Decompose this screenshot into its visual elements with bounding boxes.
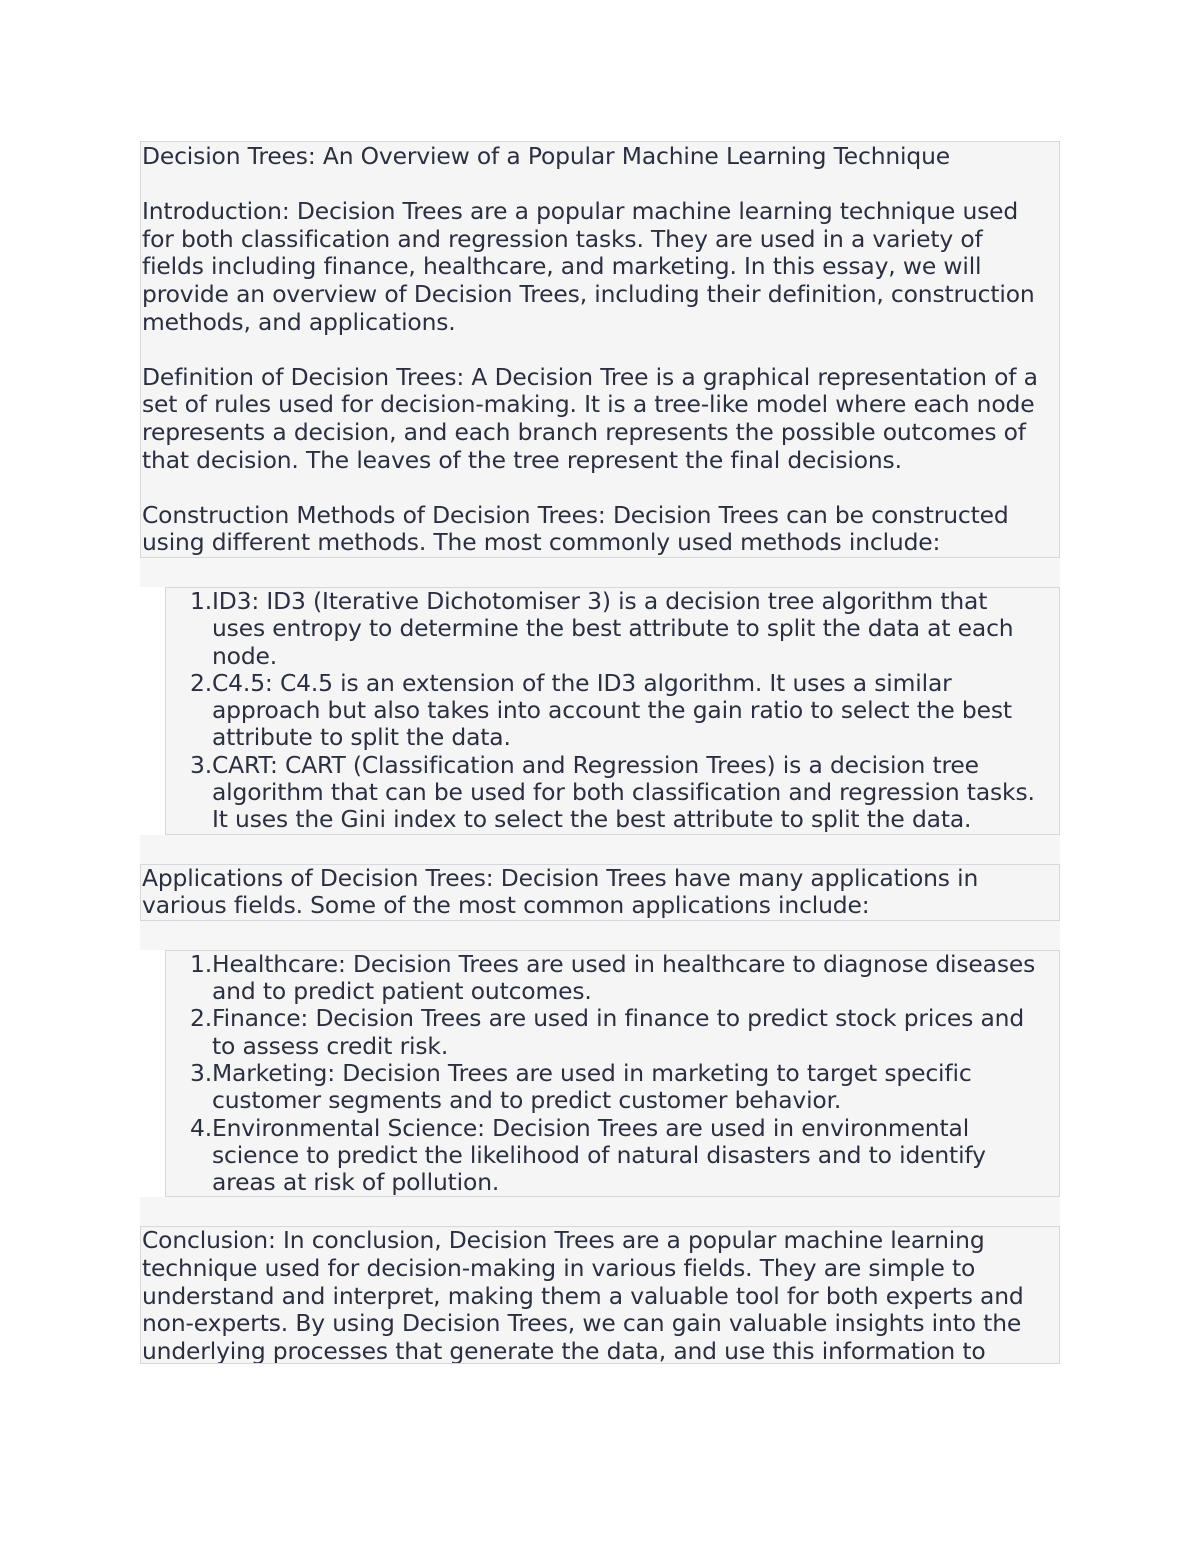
conclusion-line: Conclusion: In conclusion, Decision Trees are a popular machine learning bbox=[142, 1226, 985, 1255]
definition-paragraph bbox=[141, 364, 1059, 474]
list-item-line: algorithm that can be used for both classification and regression tasks. bbox=[212, 777, 1035, 806]
construction-line: using different methods. The most commonly used methods include: bbox=[142, 528, 941, 557]
applications-line: various fields. Some of the most common applications include: bbox=[142, 891, 870, 920]
list-item-line: Environmental Science: Decision Trees are used in environmental bbox=[212, 1113, 970, 1142]
list-number: 3. bbox=[189, 750, 212, 779]
list-number: 2. bbox=[189, 1004, 212, 1033]
list-item-line: C4.5: C4.5 is an extension of the ID3 algorithm. It uses a similar bbox=[212, 668, 952, 697]
definition-line: that decision. The leaves of the tree represent the final decisions. bbox=[142, 445, 902, 474]
document bbox=[140, 141, 1060, 1364]
list-item-line: and to predict patient outcomes. bbox=[212, 977, 592, 1006]
intro-block bbox=[140, 141, 1060, 558]
list-item bbox=[166, 1005, 1059, 1060]
list-number: 3. bbox=[189, 1058, 212, 1087]
intro-line: methods, and applications. bbox=[142, 307, 456, 336]
list-item-line: ID3: ID3 (Iterative Dichotomiser 3) is a decision tree algorithm that bbox=[212, 586, 988, 615]
blank-line bbox=[141, 474, 1059, 502]
list-item bbox=[166, 670, 1059, 752]
list-item-line: customer segments and to predict customer behavior. bbox=[212, 1086, 842, 1115]
intro-line: provide an overview of Decision Trees, including their definition, construction bbox=[142, 279, 1035, 308]
definition-line: represents a decision, and each branch represents the possible outcomes of bbox=[142, 417, 1026, 446]
definition-line: set of rules used for decision-making. It is a tree-like model where each node bbox=[142, 390, 1035, 419]
list-item-line: CART: CART (Classification and Regression Trees) is a decision tree bbox=[212, 750, 979, 779]
list-item-line: science to predict the likelihood of natural disasters and to identify bbox=[212, 1140, 986, 1169]
conclusion-block bbox=[140, 1226, 1060, 1364]
list-item-line: approach but also takes into account the gain ratio to select the best bbox=[212, 696, 1012, 725]
section-gap bbox=[140, 1197, 1060, 1226]
list-item-line: Healthcare: Decision Trees are used in healthcare to diagnose diseases bbox=[212, 949, 1036, 978]
list-item bbox=[166, 752, 1059, 834]
list-item-line: attribute to split the data. bbox=[212, 723, 511, 752]
list-item bbox=[166, 1060, 1059, 1115]
construction-paragraph bbox=[141, 502, 1059, 557]
conclusion-line: understand and interpret, making them a valuable tool for both experts and bbox=[142, 1281, 1024, 1310]
methods-list bbox=[165, 587, 1060, 835]
blank-line bbox=[141, 336, 1059, 364]
section-gap bbox=[140, 558, 1060, 587]
construction-line: Construction Methods of Decision Trees: Decision Trees can be constructed bbox=[142, 500, 1009, 529]
applications-list bbox=[165, 950, 1060, 1198]
conclusion-line: technique used for decision-making in various fields. They are simple to bbox=[142, 1254, 976, 1283]
blank-line bbox=[141, 171, 1059, 199]
list-number: 1. bbox=[189, 586, 212, 615]
list-item bbox=[166, 951, 1059, 1006]
applications-intro-block bbox=[140, 864, 1060, 921]
intro-line: Introduction: Decision Trees are a popular machine learning technique used bbox=[142, 197, 1019, 226]
list-number: 2. bbox=[189, 668, 212, 697]
list-item-line: node. bbox=[212, 641, 278, 670]
list-item-line: to assess credit risk. bbox=[212, 1031, 449, 1060]
list-number: 4. bbox=[189, 1113, 212, 1142]
conclusion-line: underlying processes that generate the data, and use this information to bbox=[142, 1336, 986, 1365]
list-item-line: Marketing: Decision Trees are used in marketing to target specific bbox=[212, 1058, 972, 1087]
list-item-line: It uses the Gini index to select the best attribute to split the data. bbox=[212, 805, 972, 834]
intro-paragraph bbox=[141, 198, 1059, 336]
intro-line: fields including finance, healthcare, and marketing. In this essay, we will bbox=[142, 252, 982, 281]
document-title: Decision Trees: An Overview of a Popular Machine Learning Technique bbox=[142, 142, 951, 170]
definition-line: Definition of Decision Trees: A Decision Tree is a graphical representation of a bbox=[142, 362, 1038, 391]
list-item bbox=[166, 588, 1059, 670]
section-gap bbox=[140, 921, 1060, 950]
section-gap bbox=[140, 835, 1060, 864]
applications-line: Applications of Decision Trees: Decision Trees have many applications in bbox=[142, 863, 979, 892]
list-number: 1. bbox=[189, 949, 212, 978]
list-item-line: Finance: Decision Trees are used in finance to predict stock prices and bbox=[212, 1004, 1025, 1033]
list-item-line: uses entropy to determine the best attribute to split the data at each bbox=[212, 614, 1014, 643]
intro-line: for both classification and regression tasks. They are used in a variety of bbox=[142, 224, 983, 253]
list-item-line: areas at risk of pollution. bbox=[212, 1168, 500, 1197]
conclusion-line: non-experts. By using Decision Trees, we can gain valuable insights into the bbox=[142, 1309, 1022, 1338]
list-item bbox=[166, 1115, 1059, 1197]
